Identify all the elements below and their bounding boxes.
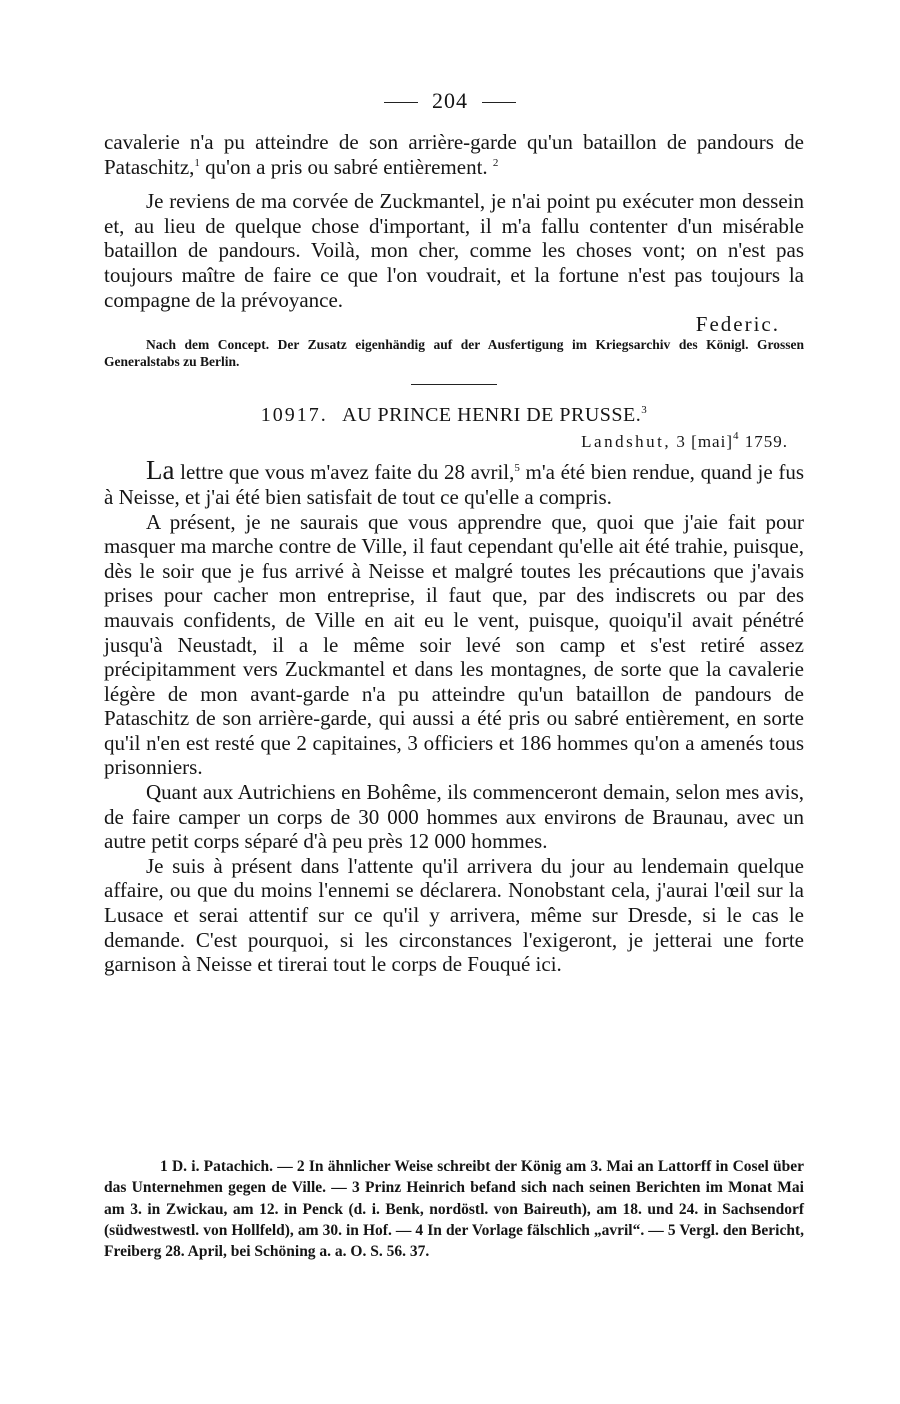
continuation-text: cavalerie n'a pu atteindre de son arrière-garde qu'un bataillon de pandours de Pataschitz, bbox=[104, 130, 804, 179]
signature: Federic. bbox=[695, 312, 780, 337]
footnote-ref-2: 2 bbox=[492, 156, 499, 169]
letter-p1-a: lettre que vous m'avez faite du 28 avril, bbox=[174, 460, 515, 485]
continuation-paragraph bbox=[104, 130, 804, 179]
source-note: Nach dem Concept. Der Zusatz eigenhändig auf der Ausfertigung im Kriegsarchiv des Königl. Grossen Generalstabs zu Berlin. bbox=[104, 337, 804, 370]
section-divider bbox=[411, 384, 497, 385]
footnote-ref-4: 4 bbox=[733, 429, 740, 442]
main-text bbox=[104, 130, 804, 977]
page-number: 204 bbox=[432, 88, 468, 113]
footnotes-text: 1 D. i. Patachich. — 2 In ähnlicher Weise schreibt der König am 3. Mai an Lattorff in Cosel über das Unternehmen gegen de Ville. — 3 Prinz Heinrich befand sich nach seinen Berichten im Monat Mai am 3. in Zwickau, am 12. in Penck (d. i. Benk, nordöstl. von Baireuth), am 18. und 24. in Sachsendorf (südwestwestl. von Hollfeld), am 30. in Hof. — 4 In der Vorlage fälschlich „avril“. — 5 Vergl. den Bericht, Freiberg 28. April, bei Schöning a. a. O. S. 56. 37. bbox=[104, 1158, 804, 1261]
letter-paragraph-3: Quant aux Autrichiens en Bohême, ils commenceront demain, selon mes avis, de faire camper un corps de 30 000 hommes aux environs de Braunau, avec un autre petit corps séparé d'à peu près 12 000 hommes. bbox=[104, 780, 804, 854]
paragraph-zuckmantel: Je reviens de ma corvée de Zuckmantel, je n'ai point pu exécuter mon dessein et, au lieu de quelque chose d'important, il m'a fallu contenter d'un misérable bataillon de pandours. Voilà, mon cher, comme les choses vont; on n'est pas toujours maître de faire ce que l'on voudrait, et la fortune n'est pas toujours la compagne de la prévoyance. bbox=[104, 189, 804, 312]
dateline bbox=[104, 430, 804, 455]
footnotes bbox=[104, 1156, 804, 1262]
initial-word: La bbox=[146, 455, 175, 486]
letter-heading bbox=[104, 403, 804, 428]
letter-title: AU PRINCE HENRI DE PRUSSE. bbox=[342, 404, 642, 427]
letter-number: 10917. bbox=[260, 404, 328, 427]
dateline-year: 1759. bbox=[744, 431, 788, 451]
footnote-ref-5: 5 bbox=[514, 462, 520, 475]
header-dash-right bbox=[482, 102, 516, 103]
page-header bbox=[0, 88, 900, 114]
letter-paragraph-1 bbox=[104, 455, 804, 509]
continuation-text-2: qu'on a pris ou sabré entièrement. bbox=[199, 154, 488, 179]
letter-p1-b: m'a été bien rendue, quand je fus à Neisse, et j'ai été bien satisfait de tout ce qu'elle a compris. bbox=[104, 460, 804, 509]
footnote-ref-1: 1 bbox=[194, 156, 200, 169]
dateline-place: Landshut, bbox=[581, 431, 672, 451]
letter-paragraph-4: Je suis à présent dans l'attente qu'il arrivera du jour au lendemain quelque affaire, ou que du moins l'ennemi se déclarera. Nonobstant cela, j'aurai l'œil sur la Lusace et serai attentif sur ce qu'il y arrivera, même sur Dresde, si le cas le demande. C'est pourquoi, si les circonstances l'exigeront, je jetterai une forte garnison à Neisse et tirerai tout le corps de Fouqué ici. bbox=[104, 853, 804, 977]
footnote-ref-3: 3 bbox=[641, 404, 648, 417]
dateline-day: 3 [mai] bbox=[676, 431, 733, 451]
header-dash-left bbox=[384, 102, 418, 103]
letter-paragraph-2: A présent, je ne saurais que vous apprendre que, quoi que j'aie fait pour masquer ma marche contre de Ville, il faut cependant qu'elle ait été trahie, puisque, dès le soir que je fus arrivé à Neisse et malgré toutes les précautions que j'avais prises pour cacher mon entreprise, il faut que, par des indiscrets ou par des mauvais confidents, de Ville en ait eu le vent, puisque, quoiqu'il avait pénétré jusqu'à Neustadt, il a le même soir levé son camp et s'est retiré assez précipitamment vers Zuckmantel et dans les montagnes, de sorte que la cavalerie légère de mon avant-garde n'a pu atteindre qu'un bataillon de pandours de Pataschitz de son arrière-garde, qui aussi a été pris ou sabré entièrement, en sorte qu'il n'en est resté que 2 capitaines, 3 officiers et 186 hommes qu'on a amenés tous prisonniers. bbox=[104, 509, 804, 780]
